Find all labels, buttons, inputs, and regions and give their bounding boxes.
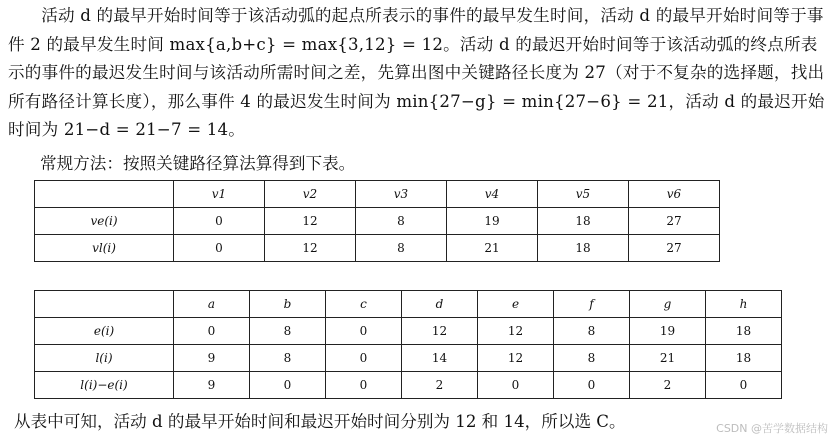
header-cell: a — [174, 291, 250, 318]
header-cell: v2 — [265, 181, 356, 208]
row-label: vl(i) — [35, 235, 174, 262]
table-cell: 8 — [356, 208, 447, 235]
table-cell: 12 — [265, 208, 356, 235]
table-cell: 12 — [402, 318, 478, 345]
table-cell: 12 — [478, 318, 554, 345]
table-cell: 21 — [630, 345, 706, 372]
table-row — [35, 345, 782, 372]
table-cell: 0 — [250, 372, 326, 399]
table-cell: 18 — [538, 208, 629, 235]
table-cell: 0 — [706, 372, 782, 399]
watermark: CSDN @苦学数据结构 — [716, 422, 828, 435]
table-row — [35, 235, 720, 262]
table-row — [35, 208, 720, 235]
table-cell: 0 — [326, 345, 402, 372]
table-cell: 12 — [478, 345, 554, 372]
header-cell: b — [250, 291, 326, 318]
row-label: ve(i) — [35, 208, 174, 235]
table-cell: 19 — [630, 318, 706, 345]
table-cell: 8 — [554, 345, 630, 372]
header-cell: v6 — [629, 181, 720, 208]
header-cell: v5 — [538, 181, 629, 208]
table-row — [35, 372, 782, 399]
header-cell: v4 — [447, 181, 538, 208]
table-cell: 8 — [554, 318, 630, 345]
table-cell: 0 — [174, 235, 265, 262]
header-cell: c — [326, 291, 402, 318]
table-cell: 18 — [538, 235, 629, 262]
table-cell: 12 — [265, 235, 356, 262]
row-label: e(i) — [35, 318, 174, 345]
table-cell: 0 — [174, 208, 265, 235]
explanation-paragraph — [8, 2, 834, 145]
table-cell: 2 — [402, 372, 478, 399]
table-cell: 2 — [630, 372, 706, 399]
table-header-row — [35, 291, 782, 318]
table-cell: 27 — [629, 208, 720, 235]
table-cell: 18 — [706, 318, 782, 345]
header-cell: e — [478, 291, 554, 318]
row-label: l(i) — [35, 345, 174, 372]
table-cell: 9 — [174, 345, 250, 372]
activity-time-table — [34, 290, 782, 399]
row-label: l(i)−e(i) — [35, 372, 174, 399]
table-cell: 0 — [174, 318, 250, 345]
header-cell: d — [402, 291, 478, 318]
header-cell: f — [554, 291, 630, 318]
table-cell: 27 — [629, 235, 720, 262]
table-cell: 0 — [326, 372, 402, 399]
table-cell: 18 — [706, 345, 782, 372]
table-cell: 0 — [478, 372, 554, 399]
table-cell: 8 — [356, 235, 447, 262]
table-cell: 21 — [447, 235, 538, 262]
table-cell: 8 — [250, 345, 326, 372]
table-cell: 19 — [447, 208, 538, 235]
table-header-row — [35, 181, 720, 208]
event-time-table — [34, 180, 720, 262]
table-intro-text: 常规方法：按照关键路径算法算得到下表。 — [40, 154, 356, 173]
table-cell: 14 — [402, 345, 478, 372]
header-cell — [35, 181, 174, 208]
table-cell: 0 — [326, 318, 402, 345]
table-cell: 8 — [250, 318, 326, 345]
header-cell: g — [630, 291, 706, 318]
paragraph-text: 活动 d 的最早开始时间等于该活动弧的起点所表示的事件的最早发生时间，活动 d 的最早开始时间等于事件 2 的最早发生时间 max{a,b+c} = max{3,12} = 12。活动 d 的最迟开始时间等于该活动弧的终点所表示的事件的最迟发生时间与该活动所需时间之差，先算出图中关键路径长度为 27（对于不复杂的选择题，找出所有路径计算长度），那么事件 4 的最迟发生时间为 min{27−g} = min{27−6} = 21，活动 d 的最迟开始时间为 21−d = 21−7 = 14。 — [8, 6, 825, 139]
header-cell — [35, 291, 174, 318]
header-cell: v3 — [356, 181, 447, 208]
header-cell: h — [706, 291, 782, 318]
header-cell: v1 — [174, 181, 265, 208]
table-row — [35, 318, 782, 345]
table-cell: 0 — [554, 372, 630, 399]
table-cell: 9 — [174, 372, 250, 399]
conclusion-text: 从表中可知，活动 d 的最早开始时间和最迟开始时间分别为 12 和 14，所以选 C。 — [14, 412, 626, 431]
